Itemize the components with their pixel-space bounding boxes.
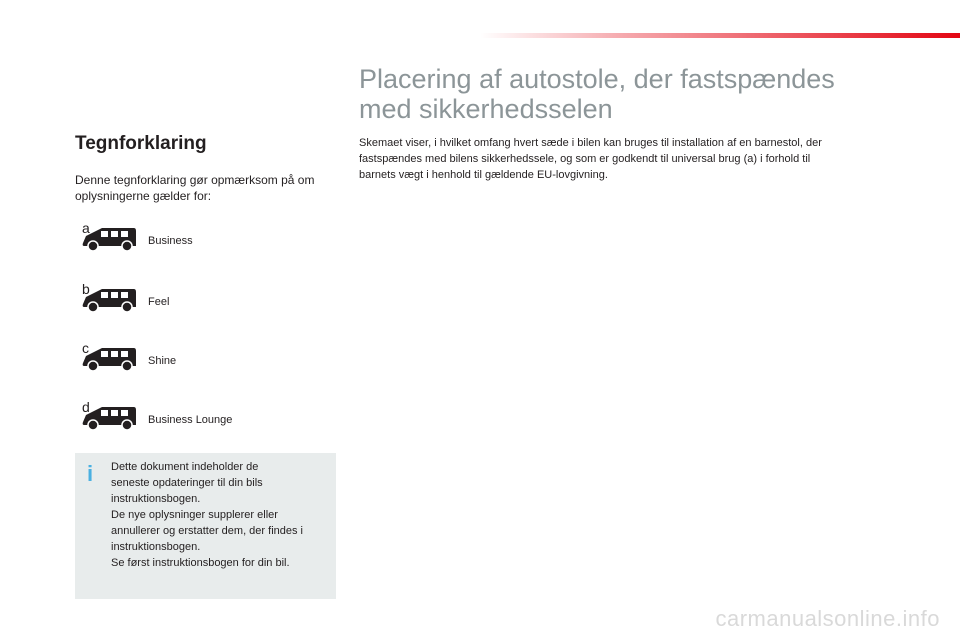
body-line: barnets vægt i henhold til gældende EU-lovgivning. <box>359 169 608 181</box>
body-line: fastspændes med bilens sikkerhedssele, og som er godkendt til universal brug (a) i forhold til <box>359 153 811 165</box>
variant-label: Business Lounge <box>148 414 233 426</box>
legend-item-shine <box>80 340 340 384</box>
variant-label: Feel <box>148 296 170 308</box>
variant-letter: a <box>82 220 90 236</box>
legend-item-business-lounge <box>80 399 340 443</box>
variant-label: Shine <box>148 355 177 367</box>
section-title <box>359 64 919 124</box>
info-line: annullerer og erstatter dem, der findes i <box>111 525 303 537</box>
info-line: instruktionsbogen. <box>111 541 201 553</box>
van-icon <box>80 344 140 384</box>
variant-letter: b <box>82 281 90 297</box>
top-accent-bar <box>480 33 960 38</box>
variant-letter: c <box>82 340 89 356</box>
info-line: Se først instruktionsbogen for din bil. <box>111 557 290 569</box>
van-icon <box>80 224 140 264</box>
legend-intro: Denne tegnforklaring gør opmærksom på om oplysningerne gælder for: <box>75 173 315 203</box>
info-icon: i <box>87 461 94 486</box>
info-text <box>111 459 331 571</box>
legend-item-feel <box>80 281 340 325</box>
info-line: De nye oplysninger supplerer eller <box>111 509 278 521</box>
body-line: Skemaet viser, i hvilket omfang hvert sæde i bilen kan bruges til installation af en barnestol, der <box>359 137 822 149</box>
legend-item-business <box>80 220 340 264</box>
info-line: seneste opdateringer til din bils <box>111 477 263 489</box>
info-box <box>75 453 336 599</box>
legend-title: Tegnforklaring <box>75 133 207 154</box>
van-icon <box>80 285 140 325</box>
info-line: instruktionsbogen. <box>111 493 201 505</box>
section-body <box>359 135 899 183</box>
section-title-line: Placering af autostole, der fastspændes <box>359 64 835 94</box>
watermark: carmanualsonline.info <box>715 606 940 631</box>
variant-letter: d <box>82 399 90 415</box>
variant-label: Business <box>148 235 193 247</box>
van-icon <box>80 403 140 443</box>
info-line: Dette dokument indeholder de <box>111 461 259 473</box>
section-title-line: med sikkerhedsselen <box>359 94 613 124</box>
